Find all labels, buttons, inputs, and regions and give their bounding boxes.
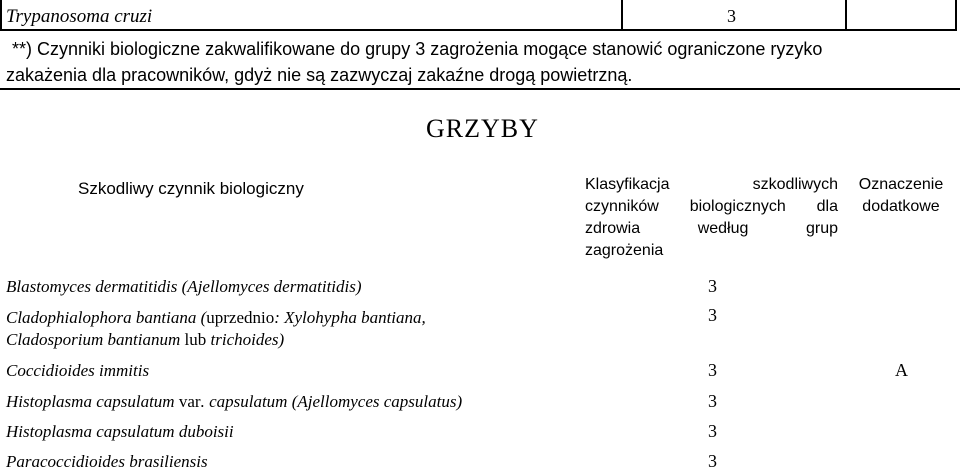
table-row-agent: [6, 451, 208, 473]
top-row-organism: Trypanosoma cruzi: [6, 6, 153, 27]
agent-name: Coccidioides immitis: [6, 361, 150, 380]
notes-header-line: Oznaczenie: [858, 176, 944, 193]
agent-name: Cladophialophora bantiana (: [6, 308, 207, 327]
top-row-divider-2: [845, 0, 847, 30]
agent-name: Histoplasma capsulatum duboisii: [6, 422, 234, 441]
footnote-bottom-rule: [0, 88, 960, 90]
footnote-line-2: zakażenia dla pracowników, gdyż nie są zazwyczaj zakaźne drogą powietrzną.: [6, 65, 633, 85]
top-row-bottom-border: [0, 29, 957, 31]
top-row-divider: [621, 0, 623, 30]
agent-qualifier: lub: [184, 330, 207, 349]
table-row-agent: [6, 276, 362, 298]
table-row-agent: [6, 360, 149, 382]
classification-header-line: czynników biologicznych dla: [585, 198, 838, 215]
table-row-group: 3: [708, 360, 717, 380]
table-row-agent: [6, 421, 234, 443]
table-row-agent: [6, 307, 426, 351]
agent-name: : Xylohypha bantiana,: [274, 308, 426, 327]
top-row-group: 3: [727, 6, 736, 26]
classification-header-line: zdrowia według grup: [585, 220, 838, 237]
table-row-group: 3: [708, 276, 717, 296]
agent-name: Blastomyces dermatitidis (Ajellomyces dermatitidis): [6, 277, 362, 296]
top-row-border-left: [0, 0, 2, 30]
agent-qualifier: uprzednio: [206, 308, 275, 327]
column-header-classification: [585, 174, 838, 262]
table-row-group: 3: [708, 421, 717, 441]
top-row-border-right: [955, 0, 957, 30]
agent-name: Cladosporium bantianum: [6, 330, 185, 349]
agent-name: . capsulatum (Ajellomyces capsulatus): [200, 392, 463, 411]
footnote-line-1: **) Czynniki biologiczne zakwalifikowane do grupy 3 zagrożenia mogące stanowić ograniczone ryzyko: [12, 39, 823, 59]
table-row-note: A: [895, 360, 908, 380]
notes-header-line: dodatkowe: [862, 198, 940, 215]
agent-qualifier: var: [178, 392, 201, 411]
classification-header-line: zagrożenia: [585, 242, 664, 259]
table-row-group: 3: [708, 391, 717, 411]
section-title: GRZYBY: [426, 114, 539, 143]
table-row-agent: [6, 391, 462, 413]
agent-name: Histoplasma capsulatum: [6, 392, 179, 411]
column-header-agent: Szkodliwy czynnik biologiczny: [78, 179, 304, 198]
agent-name: trichoides): [206, 330, 285, 349]
classification-header-line: Klasyfikacja szkodliwych: [585, 176, 838, 193]
agent-name: Paracoccidioides brasiliensis: [6, 452, 208, 471]
table-row-group: 3: [708, 305, 717, 325]
table-row-group: 3: [708, 451, 717, 471]
column-header-notes: [846, 174, 956, 218]
